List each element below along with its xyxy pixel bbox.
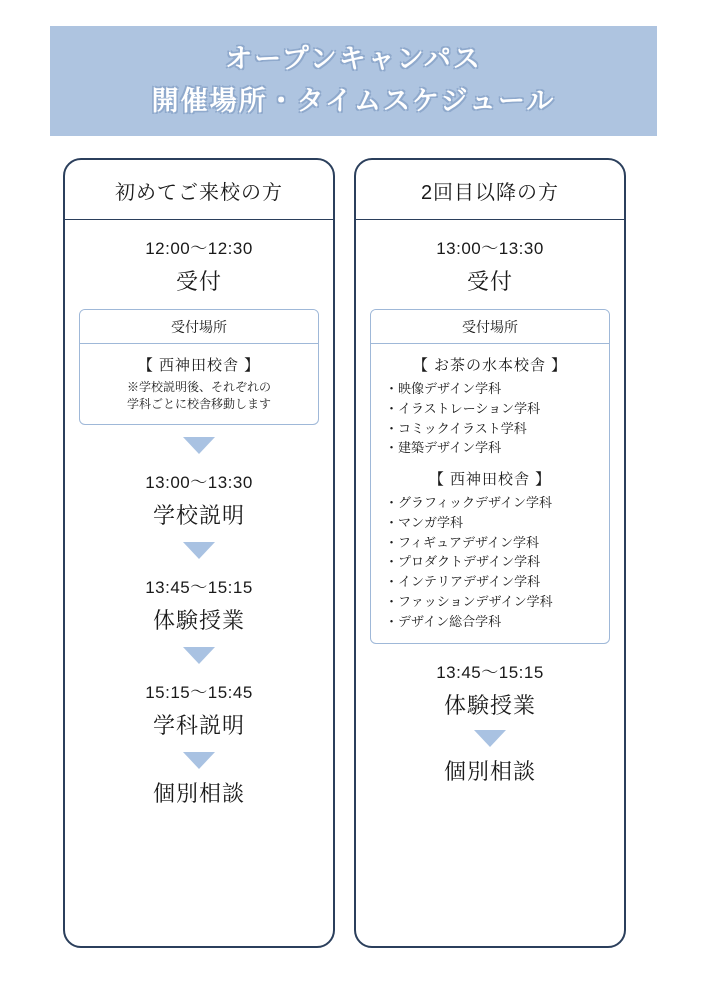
venue-panel-title: 受付場所 — [371, 310, 609, 344]
reception-label: 受付 — [466, 269, 513, 294]
step-time: 13:45〜15:15 — [145, 577, 253, 597]
column-title-repeat: 2回目以降の方 — [356, 160, 624, 220]
list-item: ・プロダクトデザイン学科 — [385, 554, 541, 570]
header-title-line-2: 開催場所・タイムスケジュール — [151, 86, 556, 116]
arrow-down-icon — [474, 730, 506, 747]
venue-campus-name-nishikanda: 【 西神田校舎 】 — [428, 471, 552, 488]
list-item: ・デザイン総合学科 — [385, 613, 502, 629]
header-title-line-1: オープンキャンパス — [225, 44, 482, 75]
venue-note-line-1: ※学校説明後、それぞれの — [126, 380, 271, 394]
step-time: 13:00〜13:30 — [145, 472, 253, 492]
list-item: ・コミックイラスト学科 — [385, 420, 527, 436]
arrow-down-icon — [183, 542, 215, 559]
step-label: 体験授業 — [152, 607, 245, 633]
list-item: ・グラフィックデザイン学科 — [385, 495, 553, 510]
reception-label: 受付 — [175, 269, 222, 294]
venue-panel-title: 受付場所 — [80, 310, 318, 344]
step-time: 13:45〜15:15 — [436, 663, 544, 683]
final-step-label: 個別相談 — [443, 759, 536, 785]
step-block-trial-lesson — [65, 573, 333, 635]
venue-panel-repeat — [370, 309, 610, 644]
department-list-ochanomizu — [379, 379, 601, 458]
arrow-down-icon — [183, 752, 215, 769]
arrow-down-icon — [183, 437, 215, 454]
reception-block-repeat — [356, 234, 624, 296]
list-item: ・建築デザイン学科 — [385, 440, 502, 456]
step-block-trial-lesson-repeat — [356, 658, 624, 720]
department-list-nishikanda — [379, 493, 601, 631]
venue-panel-body — [371, 344, 609, 643]
reception-block-first-time — [65, 234, 333, 296]
venue-campus-name: 【 西神田校舎 】 — [137, 357, 261, 374]
final-step-label: 個別相談 — [152, 780, 245, 806]
step-label: 学校説明 — [152, 502, 245, 528]
step-block-school-info — [65, 468, 333, 530]
reception-time: 12:00〜12:30 — [145, 239, 253, 258]
arrow-down-icon — [183, 647, 215, 664]
column-repeat-visitors — [354, 158, 626, 948]
venue-note-line-2: 学科ごとに校舎移動します — [126, 397, 271, 412]
list-item: ・インテリアデザイン学科 — [385, 574, 541, 589]
list-item: ・映像デザイン学科 — [385, 381, 502, 396]
step-label: 学科説明 — [152, 712, 245, 738]
list-item: ・イラストレーション学科 — [385, 400, 541, 416]
reception-time: 13:00〜13:30 — [436, 239, 544, 258]
list-item: ・マンガ学科 — [385, 514, 464, 530]
venue-panel-body — [80, 344, 318, 424]
list-item: ・フィギュアデザイン学科 — [385, 534, 540, 550]
list-item: ・ファッションデザイン学科 — [385, 593, 553, 609]
step-time: 15:15〜15:45 — [145, 682, 253, 702]
column-first-time-visitors — [63, 158, 335, 948]
venue-campus-name-ochanomizu: 【 お茶の水本校舎 】 — [412, 357, 568, 374]
step-label: 体験授業 — [443, 693, 536, 719]
schedule-columns — [63, 158, 647, 948]
header-banner — [50, 26, 657, 136]
step-block-department-info — [65, 678, 333, 740]
venue-panel-first-time — [79, 309, 319, 425]
column-title-first-time: 初めてご来校の方 — [65, 160, 333, 220]
